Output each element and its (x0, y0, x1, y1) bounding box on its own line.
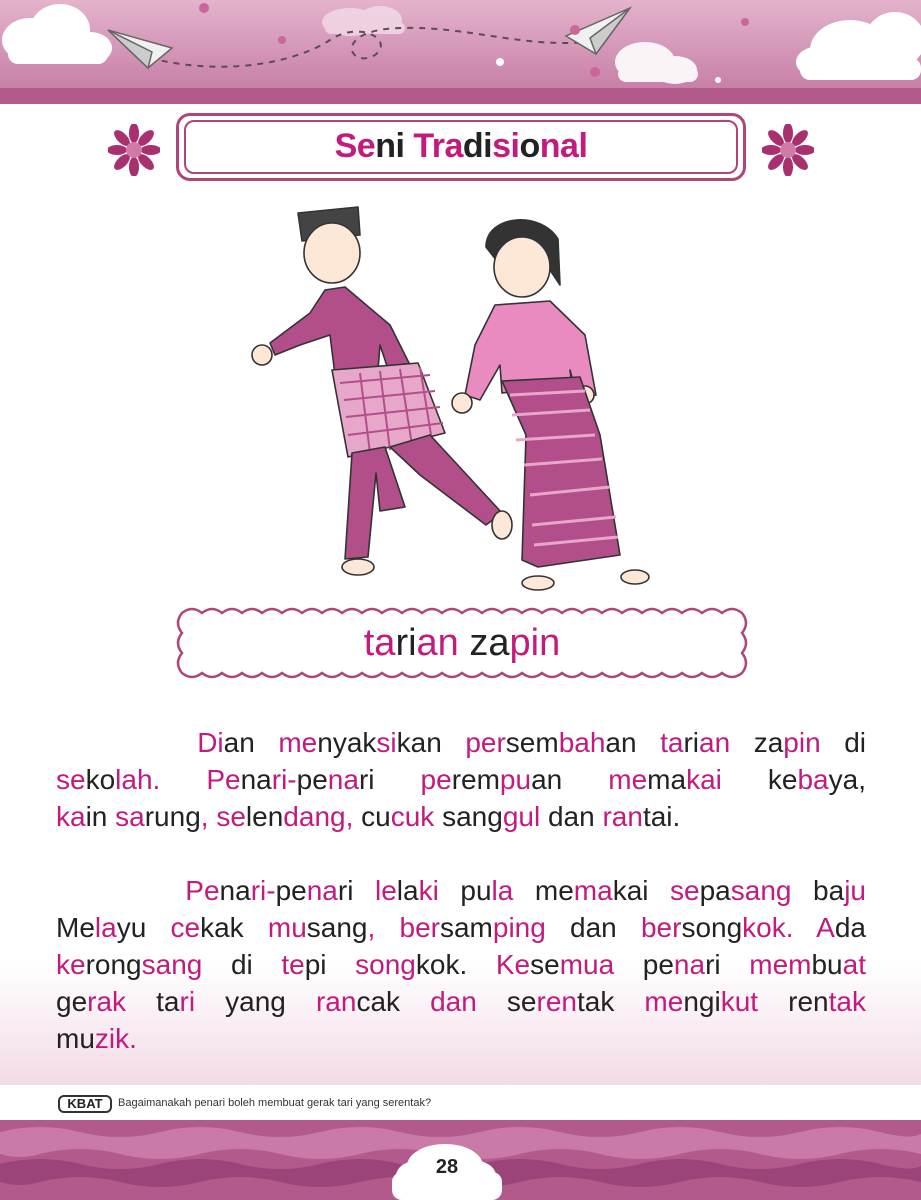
syllable: ma (647, 764, 687, 795)
syllable: mua (559, 949, 615, 980)
syllable: ri (337, 875, 375, 906)
paragraph-line (56, 761, 866, 798)
syllable: ba (797, 764, 829, 795)
syllable: cak (356, 986, 431, 1017)
syllable: nyak (317, 727, 377, 758)
flower-icon (108, 124, 160, 176)
syllable: za (730, 727, 784, 758)
syllable: rak (87, 986, 127, 1017)
syllable: ce (170, 912, 201, 943)
text-segment: ni (375, 127, 414, 165)
syllable: ta (126, 986, 180, 1017)
syllable: ka (56, 801, 86, 832)
syllable: se (530, 949, 560, 980)
syllable: ya, (828, 764, 866, 795)
syllable: sang (306, 912, 368, 943)
kbat-badge: KBAT (58, 1095, 112, 1113)
text-segment: nal (539, 127, 588, 165)
syllable: Di (197, 727, 224, 758)
syllable: di (820, 727, 866, 758)
syllable: Pe (185, 875, 220, 906)
syllable: dan (545, 912, 641, 943)
paragraph-1 (56, 724, 866, 835)
syllable: ping (492, 912, 546, 943)
syllable: , se (200, 801, 246, 832)
syllable: tak (828, 986, 866, 1017)
syllable: yu (116, 912, 171, 943)
syllable: rem (451, 764, 500, 795)
syllable: tai. (642, 801, 681, 832)
text-segment: pin (509, 622, 561, 664)
kbat-question: Bagaimanakah penari boleh membuat gerak tari yang serentak? (118, 1097, 432, 1109)
top-banner (0, 0, 921, 104)
text-segment: za (458, 622, 510, 664)
syllable (56, 875, 185, 906)
syllable: gul (502, 801, 541, 832)
syllable: mem (749, 949, 812, 980)
syllable: pe (296, 764, 328, 795)
text-segment: di (462, 127, 493, 165)
text-segment: an (416, 622, 459, 664)
syllable: na (327, 764, 359, 795)
syllable: per (465, 727, 506, 758)
syllable: Pe (206, 764, 241, 795)
syllable: na (673, 949, 706, 980)
syllable: sa (115, 801, 145, 832)
text-segment: ta (363, 622, 396, 664)
text-segment: ri (395, 622, 417, 664)
syllable: ri- (250, 875, 276, 906)
syllable: sang (141, 949, 203, 980)
syllable: ri (705, 949, 750, 980)
syllable: me (278, 727, 318, 758)
syllable: kok. (415, 949, 496, 980)
syllable: Me (56, 912, 95, 943)
text-segment: si (492, 127, 520, 165)
paragraph-line (56, 1020, 866, 1057)
text-segment: Tra (413, 127, 463, 165)
syllable (160, 764, 206, 795)
syllable: ran (602, 801, 643, 832)
female-dancer (452, 220, 649, 590)
text-segment: o (519, 127, 540, 165)
syllable: ri- (271, 764, 297, 795)
paragraph-line (56, 724, 866, 761)
syllable: , ber (367, 912, 440, 943)
image-caption (172, 603, 752, 683)
syllable: mu (56, 1023, 95, 1054)
syllable: kai (686, 764, 722, 795)
syllable: pi (304, 949, 356, 980)
syllable: ke (721, 764, 798, 795)
syllable: ba (791, 875, 845, 906)
syllable: ri (683, 727, 700, 758)
syllable: da (834, 912, 867, 943)
syllable: na (219, 875, 251, 906)
syllable (56, 727, 197, 758)
syllable: dang, (283, 801, 354, 832)
syllable: mu (267, 912, 307, 943)
syllable: in (85, 801, 116, 832)
syllable: kok. A (742, 912, 835, 943)
syllable: rong (85, 949, 142, 980)
syllable: song (355, 949, 416, 980)
syllable: la (94, 912, 117, 943)
syllable: zik. (94, 1023, 137, 1054)
syllable: ju (844, 875, 866, 906)
syllable: ren (536, 986, 577, 1017)
syllable: ran (315, 986, 357, 1017)
syllable: an (605, 727, 661, 758)
syllable: an (223, 727, 279, 758)
dancers-illustration (240, 195, 680, 600)
syllable: sem (505, 727, 559, 758)
syllable: pa (699, 875, 731, 906)
syllable: na (306, 875, 338, 906)
syllable: di (202, 949, 282, 980)
syllable: ki (418, 875, 439, 906)
syllable: kut (720, 986, 759, 1017)
syllable: pe (420, 764, 452, 795)
syllable: pe (275, 875, 307, 906)
syllable: rung (144, 801, 201, 832)
syllable: le (375, 875, 397, 906)
page-number: 28 (435, 1156, 459, 1178)
page-title (176, 113, 746, 181)
syllable: si (376, 727, 397, 758)
syllable: song (681, 912, 743, 943)
syllable: ke (56, 949, 86, 980)
paragraph-line (56, 798, 866, 835)
syllable: ngi (683, 986, 721, 1017)
syllable: sang (730, 875, 792, 906)
syllable: me (513, 875, 574, 906)
paragraph-line (56, 983, 866, 1020)
syllable: ko (85, 764, 116, 795)
syllable: kak (200, 912, 268, 943)
syllable: pe (614, 949, 674, 980)
syllable: se (670, 875, 700, 906)
syllable: tak (576, 986, 645, 1017)
syllable: bu (811, 949, 843, 980)
syllable: bah (558, 727, 606, 758)
syllable: ber (640, 912, 682, 943)
syllable: ri (179, 986, 196, 1017)
syllable: lah. (115, 764, 161, 795)
syllable: an (531, 764, 609, 795)
syllable: cuk (390, 801, 435, 832)
syllable: ta (660, 727, 684, 758)
syllable: te (281, 949, 305, 980)
syllable: ge (56, 986, 88, 1017)
syllable: kan (396, 727, 466, 758)
syllable: ren (758, 986, 829, 1017)
syllable: se (56, 764, 86, 795)
syllable: na (240, 764, 272, 795)
syllable: kai (612, 875, 671, 906)
text-segment: Se (334, 127, 376, 165)
syllable: sam (439, 912, 493, 943)
syllable: at (842, 949, 866, 980)
syllable: me (608, 764, 648, 795)
syllable: Ke (495, 949, 531, 980)
paragraph-line (56, 909, 866, 946)
syllable: sang (434, 801, 503, 832)
paragraph-2 (56, 872, 866, 1057)
syllable: dan (540, 801, 603, 832)
syllable: la (396, 875, 419, 906)
paragraph-line (56, 946, 866, 983)
syllable: me (644, 986, 684, 1017)
syllable: ri (358, 764, 421, 795)
syllable: dan (430, 986, 477, 1017)
syllable: ma (573, 875, 613, 906)
syllable: an (699, 727, 731, 758)
syllable: yang (195, 986, 316, 1017)
syllable: se (476, 986, 537, 1017)
syllable: pin (783, 727, 821, 758)
syllable: pu (438, 875, 492, 906)
flower-icon (762, 124, 814, 176)
syllable: la (491, 875, 514, 906)
syllable: pu (499, 764, 532, 795)
syllable: cu (353, 801, 391, 832)
syllable: len (245, 801, 284, 832)
paragraph-line (56, 872, 866, 909)
